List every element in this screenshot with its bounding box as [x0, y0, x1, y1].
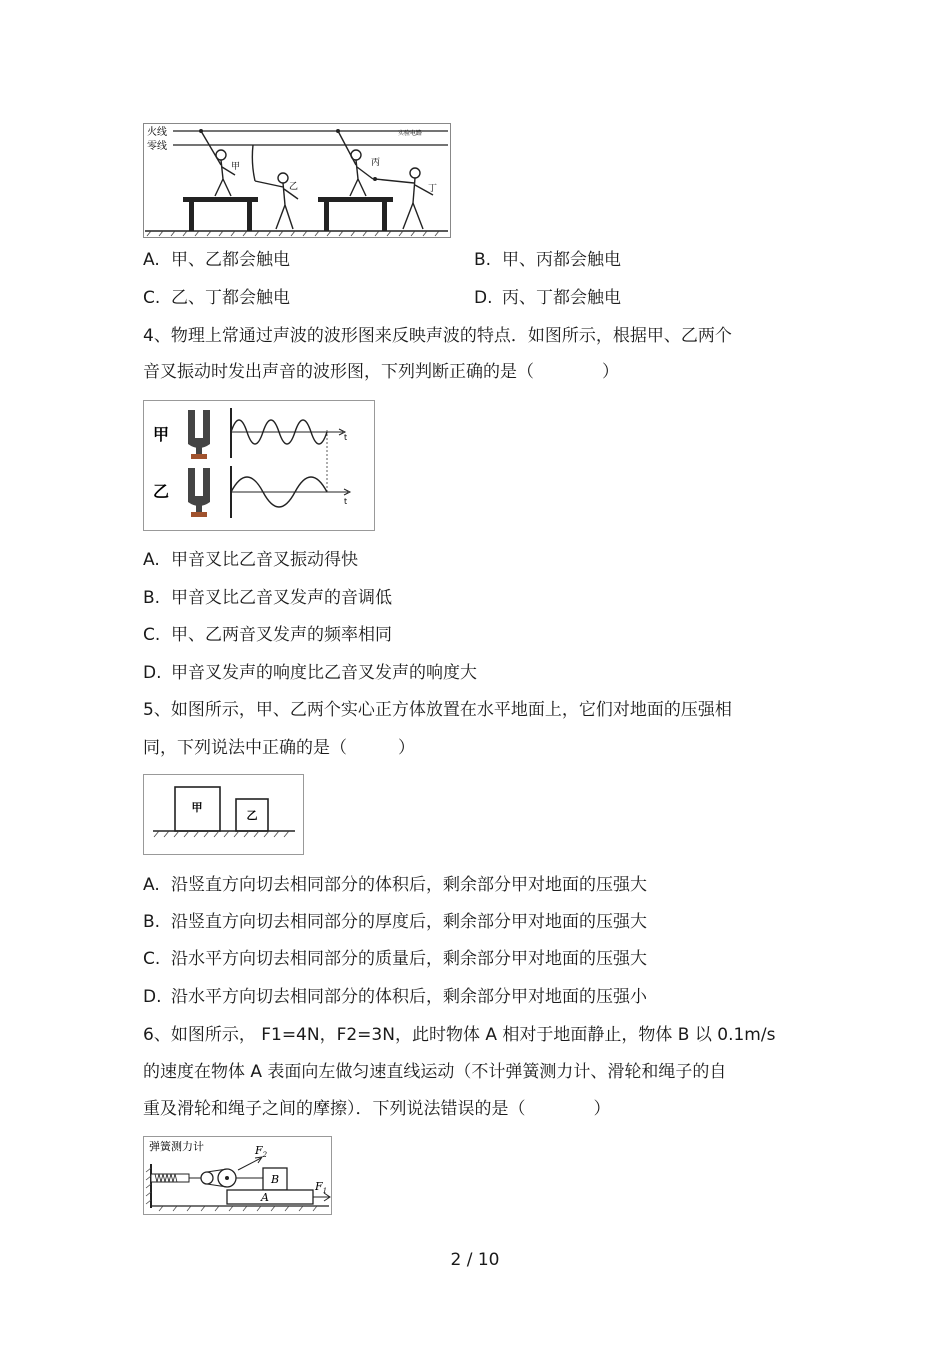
- q4-stem-line2: 音叉振动时发出声音的波形图，下列判断正确的是（ ）: [143, 362, 619, 382]
- q5-option-c: C. 沿水平方向切去相同部分的质量后，剩余部分甲对地面的压强大: [143, 949, 647, 969]
- axis-t-jia: t: [344, 433, 348, 442]
- figure-two-cubes: [143, 774, 305, 856]
- fork-label-yi: 乙: [153, 482, 170, 501]
- q6-stem-line1: 6、如图所示， F1=4N，F2=3N，此时物体 A 相对于地面静止，物体 B 以 0.1m/s: [143, 1025, 776, 1045]
- label-jia: 甲: [231, 162, 241, 172]
- figure-electric-shock: [143, 123, 453, 239]
- neutral-wire-label: 零线: [147, 141, 167, 152]
- q4-option-a: A. 甲音叉比乙音叉振动得快: [143, 550, 358, 570]
- q3-option-b: B. 甲、丙都会触电: [474, 250, 621, 270]
- figure-spring-pulley: [143, 1136, 333, 1216]
- q3-option-d: D. 丙、丁都会触电: [474, 288, 621, 308]
- fork-label-jia: 甲: [153, 425, 170, 444]
- q5-stem-line1: 5、如图所示，甲、乙两个实心正方体放置在水平地面上，它们对地面的压强相: [143, 700, 732, 720]
- q5-option-d: D. 沿水平方向切去相同部分的体积后，剩余部分甲对地面的压强小: [143, 987, 647, 1007]
- live-wire-label: 火线: [147, 127, 167, 138]
- circuit-note: 实验电路: [398, 130, 423, 137]
- q3-option-c: C. 乙、丁都会触电: [143, 288, 290, 308]
- q6-stem-line3: 重及滑轮和绳子之间的摩擦）．下列说法错误的是（ ）: [143, 1099, 611, 1119]
- q4-option-b: B. 甲音叉比乙音叉发声的音调低: [143, 588, 392, 608]
- block-b-label: B: [270, 1173, 280, 1186]
- cube-label-jia: 甲: [191, 801, 203, 814]
- label-yi: 乙: [289, 182, 299, 192]
- q4-option-c: C. 甲、乙两音叉发声的频率相同: [143, 625, 392, 645]
- figure-tuning-fork-waves: [143, 400, 377, 532]
- label-ding: 丁: [428, 184, 438, 194]
- q5-option-b: B. 沿竖直方向切去相同部分的厚度后，剩余部分甲对地面的压强大: [143, 912, 647, 932]
- q6-stem-line2: 的速度在物体 A 表面向左做匀速直线运动（不计弹簧测力计、滑轮和绳子的自: [143, 1062, 727, 1082]
- q3-option-a: A. 甲、乙都会触电: [143, 250, 290, 270]
- q5-option-a: A. 沿竖直方向切去相同部分的体积后，剩余部分甲对地面的压强大: [143, 875, 647, 895]
- label-bing: 丙: [371, 158, 381, 168]
- force-f1-label: $F_1$: [315, 1180, 328, 1195]
- q4-stem-line1: 4、物理上常通过声波的波形图来反映声波的特点．如图所示，根据甲、乙两个: [143, 326, 732, 346]
- q4-option-d: D. 甲音叉发声的响度比乙音叉发声的响度大: [143, 663, 477, 683]
- q5-stem-line2: 同，下列说法中正确的是（ ）: [143, 738, 415, 758]
- cube-label-yi: 乙: [246, 809, 258, 822]
- block-a-label: A: [261, 1191, 269, 1204]
- page-number: 2 / 10: [450, 1250, 500, 1270]
- spring-scale-label: 弹簧测力计: [149, 1140, 204, 1153]
- force-f2-label: $F_2$: [255, 1144, 268, 1159]
- axis-t-yi: t: [344, 497, 348, 506]
